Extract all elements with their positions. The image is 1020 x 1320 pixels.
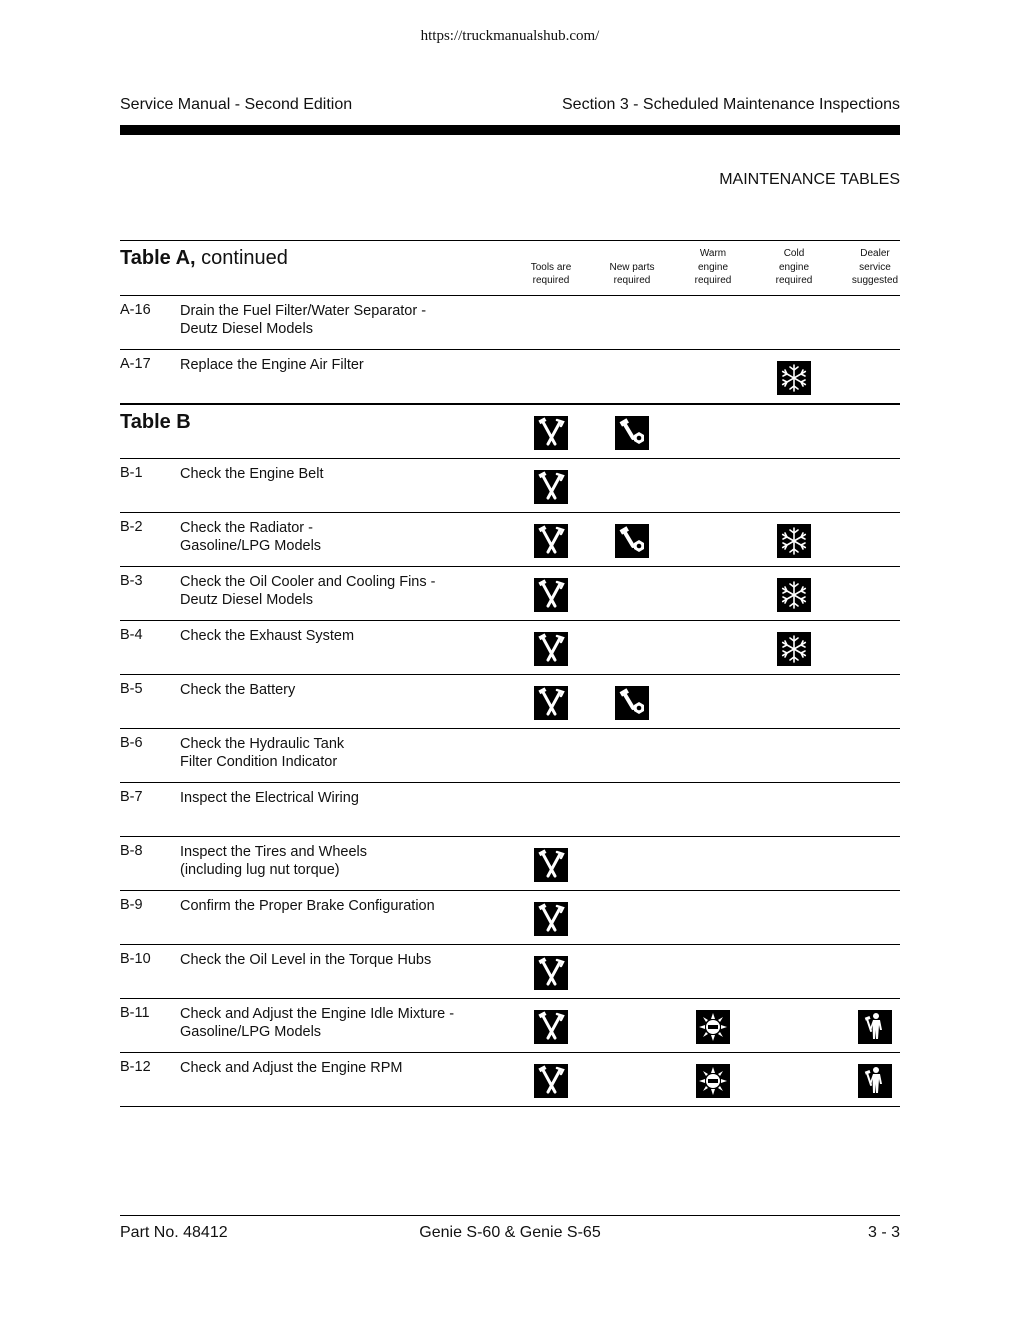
procedure-description xyxy=(180,627,354,645)
new-parts-icon xyxy=(615,686,649,720)
description-line: (including lug nut torque) xyxy=(180,862,340,878)
description-line: Check the Oil Cooler and Cooling Fins - xyxy=(180,574,436,590)
column-header-line: New parts xyxy=(609,261,655,273)
procedure-code: B-6 xyxy=(120,735,143,751)
table-a-title-rest: continued xyxy=(195,247,288,269)
column-header-line: engine xyxy=(697,261,729,273)
table-b-header xyxy=(120,404,900,459)
description-line: Replace the Engine Air Filter xyxy=(180,357,364,373)
procedure-description xyxy=(180,735,344,771)
description-line: Check the Battery xyxy=(180,682,296,698)
dealer-service-icon xyxy=(858,1064,892,1098)
description-line: Inspect the Tires and Wheels xyxy=(180,844,367,860)
table-row xyxy=(120,999,900,1053)
description-line: Check and Adjust the Engine RPM xyxy=(180,1060,403,1076)
description-line: Check and Adjust the Engine Idle Mixture - xyxy=(180,1006,455,1022)
procedure-description xyxy=(180,843,367,879)
procedure-description xyxy=(180,951,431,969)
procedure-description xyxy=(180,681,295,699)
column-header-3 xyxy=(758,247,830,288)
new-parts-icon xyxy=(615,524,649,558)
column-header-line: Warm xyxy=(699,248,727,259)
tools-icon xyxy=(534,956,568,990)
column-header-line: required xyxy=(532,275,570,286)
new-parts-icon xyxy=(615,416,649,450)
column-header-line: service xyxy=(859,261,891,273)
procedure-code: B-2 xyxy=(120,519,143,535)
description-line: Confirm the Proper Brake Configuration xyxy=(180,898,435,914)
section-title: Section 3 - Scheduled Maintenance Inspections xyxy=(562,96,900,113)
table-b-title: Table B xyxy=(120,411,191,433)
header-rule xyxy=(120,125,900,135)
procedure-code: B-1 xyxy=(120,465,143,481)
procedure-code: B-11 xyxy=(120,1005,150,1021)
procedure-description xyxy=(180,897,435,915)
cold-engine-icon xyxy=(777,632,811,666)
cold-engine-icon xyxy=(777,578,811,612)
description-line: Inspect the Electrical Wiring xyxy=(180,790,359,806)
table-a-header xyxy=(120,240,900,296)
description-line: Gasoline/LPG Models xyxy=(180,1024,322,1040)
procedure-code: B-10 xyxy=(120,951,151,967)
description-line: Check the Oil Level in the Torque Hubs xyxy=(180,952,432,968)
table-a-rows xyxy=(120,296,900,404)
tools-icon xyxy=(534,578,568,612)
procedure-description xyxy=(180,519,321,555)
tools-icon xyxy=(534,1010,568,1044)
column-header-line: suggested xyxy=(851,275,899,286)
model-name: Genie S-60 & Genie S-65 xyxy=(419,1224,601,1241)
description-line: Check the Exhaust System xyxy=(180,628,355,644)
cold-engine-icon xyxy=(777,524,811,558)
column-header-line: required xyxy=(775,275,813,286)
table-a-title-bold: Table A, xyxy=(120,247,196,269)
tools-icon xyxy=(534,686,568,720)
section-label: MAINTENANCE TABLES xyxy=(719,171,900,188)
table-a-title xyxy=(120,247,288,270)
procedure-code: B-7 xyxy=(120,789,143,805)
dealer-service-icon xyxy=(858,1010,892,1044)
table-b-rows xyxy=(120,459,900,1107)
column-header-2 xyxy=(677,247,749,288)
procedure-code: B-4 xyxy=(120,627,143,643)
column-header-line: required xyxy=(613,275,651,286)
description-line: Check the Engine Belt xyxy=(180,466,324,482)
procedure-code: B-5 xyxy=(120,681,143,697)
maintenance-table xyxy=(120,240,900,1107)
page-number: 3 - 3 xyxy=(867,1224,900,1241)
tools-icon xyxy=(534,524,568,558)
table-row xyxy=(120,675,900,729)
table-row xyxy=(120,783,900,837)
procedure-description xyxy=(180,302,426,338)
description-line: Deutz Diesel Models xyxy=(180,592,313,608)
table-row xyxy=(120,837,900,891)
warm-engine-icon xyxy=(696,1010,730,1044)
warm-engine-icon xyxy=(696,1064,730,1098)
procedure-code: B-8 xyxy=(120,843,143,859)
source-url[interactable]: https://truckmanualshub.com/ xyxy=(420,28,600,44)
procedure-description xyxy=(180,573,435,609)
description-line: Drain the Fuel Filter/Water Separator - xyxy=(180,303,427,319)
tools-icon xyxy=(534,902,568,936)
tools-icon xyxy=(534,1064,568,1098)
footer-rule xyxy=(120,1215,900,1216)
cold-engine-icon xyxy=(777,361,811,395)
procedure-description xyxy=(180,356,364,374)
table-row xyxy=(120,513,900,567)
procedure-description xyxy=(180,1059,402,1077)
table-row xyxy=(120,350,900,404)
description-line: Check the Radiator - xyxy=(180,520,313,536)
procedure-description xyxy=(180,1005,454,1041)
column-header-line: Dealer xyxy=(860,248,890,259)
procedure-description xyxy=(180,465,323,483)
column-header-4 xyxy=(839,247,911,288)
column-header-line: Cold xyxy=(783,248,805,259)
procedure-description xyxy=(180,789,359,807)
table-row xyxy=(120,296,900,350)
description-line: Check the Hydraulic Tank xyxy=(180,736,345,752)
table-row xyxy=(120,459,900,513)
description-line: Filter Condition Indicator xyxy=(180,754,338,770)
table-row xyxy=(120,945,900,999)
table-row xyxy=(120,729,900,783)
tools-icon xyxy=(534,470,568,504)
table-row xyxy=(120,567,900,621)
tools-icon xyxy=(534,416,568,450)
procedure-code: B-3 xyxy=(120,573,143,589)
procedure-code: A-16 xyxy=(120,302,151,318)
part-number: Part No. 48412 xyxy=(120,1224,228,1241)
tools-icon xyxy=(534,848,568,882)
column-header-line: Tools are xyxy=(530,261,572,273)
column-header-1 xyxy=(596,261,668,288)
column-header-0 xyxy=(515,261,587,288)
column-header-line: required xyxy=(694,275,732,286)
table-row xyxy=(120,621,900,675)
tools-icon xyxy=(534,632,568,666)
table-row xyxy=(120,1053,900,1107)
column-header-line: engine xyxy=(778,261,810,273)
manual-title: Service Manual - Second Edition xyxy=(120,96,353,113)
procedure-code: A-17 xyxy=(120,356,151,372)
description-line: Deutz Diesel Models xyxy=(180,321,313,337)
procedure-code: B-12 xyxy=(120,1059,151,1075)
procedure-code: B-9 xyxy=(120,897,143,913)
table-row xyxy=(120,891,900,945)
description-line: Gasoline/LPG Models xyxy=(180,538,322,554)
